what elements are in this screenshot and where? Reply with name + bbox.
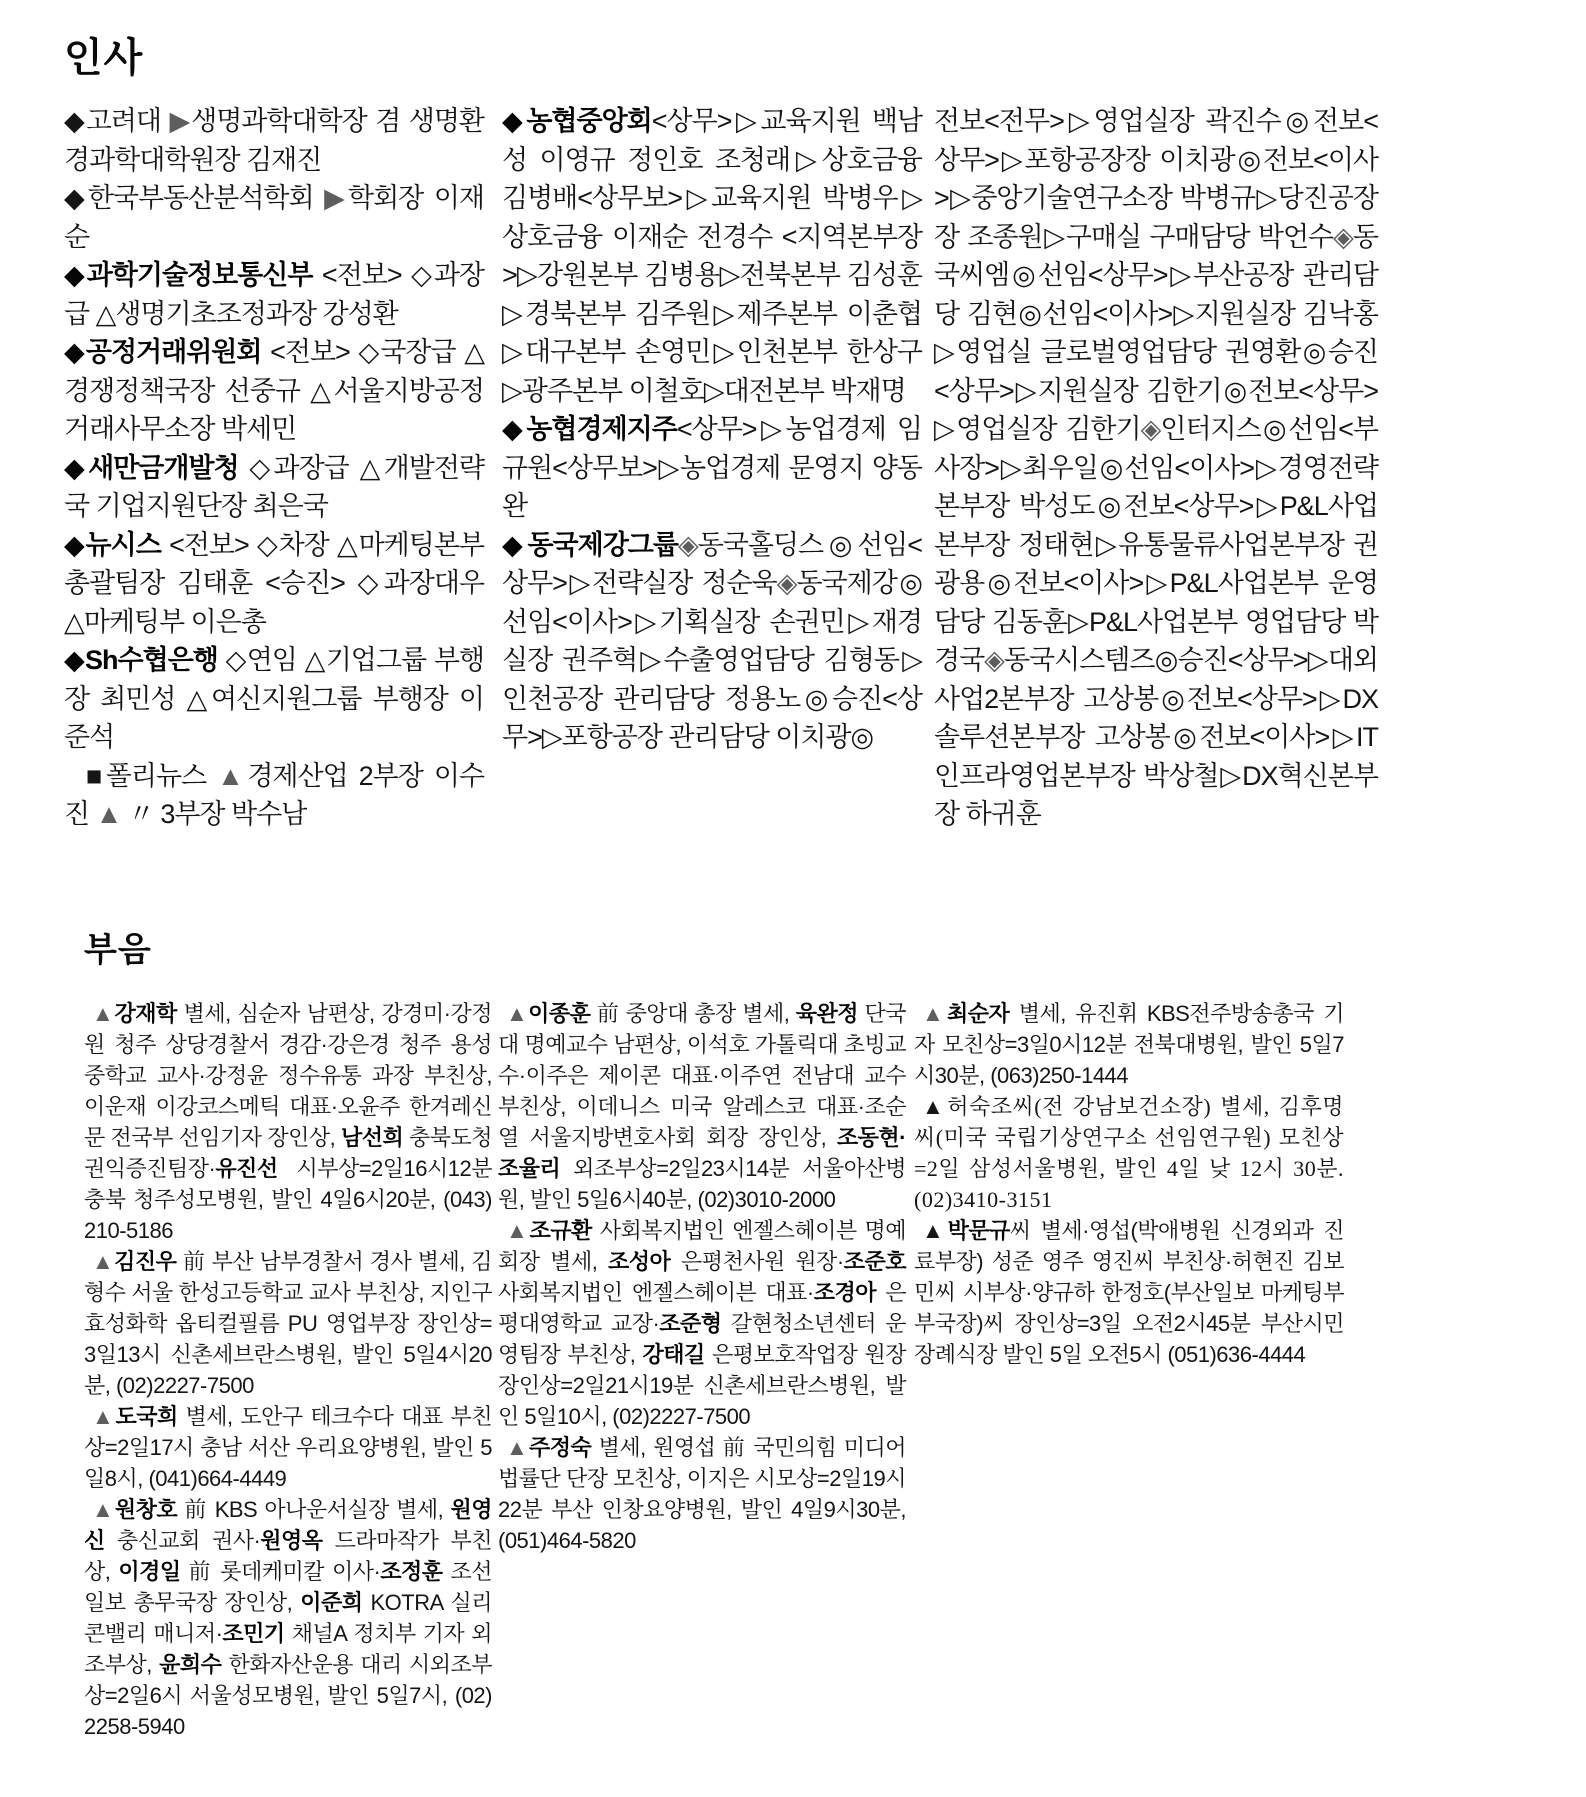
text-run: 전보<전무>▷영업실장 곽진수◎전보<상무>▷포항공장장 이치광◎전보<이사>▷중앙기술연구소장 박병규▷당진공장장 조종원▷구매실 구매담당 박언수 [934,106,1378,252]
list-marker-icon: ▲ [506,1001,529,1026]
person-or-org-name: 도국희 [115,1404,178,1429]
person-or-org-name: ◆공정거래위원회 [64,337,262,367]
text-run: 별세, 원영섭 前 국민의힘 미디어법률단 단장 모친상, 이지은 시모상=2일19시22분 부산 인창요양병원, 발인 4일9시30분, (051)464-5820 [498,1435,906,1553]
list-marker-icon: ◈ [984,645,1004,675]
notice-paragraph [914,1215,1344,1370]
list-marker-icon: ▲ [92,1497,115,1522]
person-or-org-name: ◆농협경제지주 [502,414,677,444]
person-or-org-name: ◆새만금개발청 [64,452,239,483]
list-marker-icon: ◈ [776,568,797,598]
obituary-column-2 [498,998,906,1556]
notice-paragraph [64,757,484,834]
text-run: 前 롯데케미칼 이사· [180,1559,381,1584]
notice-paragraph [64,333,484,449]
person-or-org-name: ◆과학기술정보통신부 [64,260,313,290]
list-marker-icon: ◈ [1333,221,1353,252]
text-run: ◇연임 △기업그룹 부행장 최민성 △여신지원그룹 부행장 이준석 [64,645,484,752]
personnel-column-3 [934,102,1378,834]
text-run: 동국시스템즈◎승진<상무>▷대외사업2본부장 고상봉◎전보<상무>▷DX솔루션본부장 고상봉◎전보<이사>▷IT인프라영업본부장 박상철▷DX혁신본부장 하귀훈 [934,645,1378,829]
person-or-org-name: 조경아 [813,1280,877,1305]
obituary-column-1 [84,998,492,1742]
list-marker-icon: ◈ [1140,414,1161,444]
person-or-org-name: 조성아 [608,1249,671,1274]
text-run: 충북도청 권익증진팀장· [84,1125,492,1181]
text-run: <상무>▷농업경제 임규원<상무보>▷농업경제 문영지 양동완 [502,414,923,521]
person-or-org-name: 김진우 [114,1249,177,1274]
text-run: <전보> ◇국장급 △경쟁정책국장 선중규 △서울지방공정거래사무소장 박세민 [64,337,484,444]
notice-paragraph [498,998,906,1215]
notice-paragraph [84,1246,492,1401]
person-or-org-name: ◆Sh수협은행 [64,645,218,675]
text-run: ▲ [922,1218,948,1243]
list-marker-icon: ▲ [506,1435,530,1460]
list-marker-icon: ▲ [92,1404,116,1429]
personnel-column-1 [64,102,484,834]
text-run: 동국제강◎선임<이사>▷기획실장 손권민▷재경실장 권주혁▷수출영업담당 김형동▷인천공장 관리담당 정용노◎승진<상무>▷포항공장 관리담당 이치광◎ [502,568,922,752]
text-run: 단국대 명예교수 남편상, 이석호 가톨릭대 초빙교수·이주은 제이콘 대표·이주연 전남대 교수 부친상, 이데니스 미국 알레스코 대표·조순열 서울지방변호사회 회장 장인상, [498,1001,906,1150]
text-run: 은평대영학교 교장· [498,1280,906,1336]
list-marker-icon: ▲ [92,1001,115,1026]
text-run: 사회복지법인 엔젤스헤이븐 대표· [498,1280,814,1305]
text-run: ◆고려대 [64,106,170,136]
text-run: 조선일보 총무국장 장인상, [84,1559,492,1615]
text-run: 〃 3부장 박수남 [121,799,307,829]
text-run: <전보> ◇차장 △마케팅본부 총괄팀장 김태훈 <승진> ◇과장대우 △마케팅부 이은총 [64,529,484,637]
notice-paragraph [84,998,492,1246]
notice-paragraph [64,641,484,757]
person-or-org-name: ◆농협중앙회 [502,106,652,136]
notice-paragraph [64,102,484,179]
person-or-org-name: 남선희 [340,1125,404,1150]
person-or-org-name: 조동현·조율리 [498,1125,906,1181]
text-run: 충신교회 권사· [104,1528,261,1553]
text-run: 드라마작가 부친상, [84,1528,492,1584]
person-or-org-name: ◆동국제강그룹 [502,529,678,560]
text-run: <상무>▷교육지원 백남성 이영규 정인호 조청래▷상호금융 김병배<상무보>▷교육지원 박병우▷상호금융 이재순 전경수 <지역본부장>▷강원본부 김병용▷전북본부 김성훈▷경북본부 김주원▷제주본부 이춘협▷대구본부 손영민▷인천본부 한상구▷광주본부 이철호▷대전본부 박재명 [502,106,922,406]
text-run: 씨 별세·영섭(박애병원 신경외과 진료부장) 성준 영주 영진씨 부친상·허현진 김보민씨 시부상·양규하 한정호(부산일보 마케팅부 부국장)씨 장인상=3일 오전2시45분 부산시민장례식장 발인 5일 오전5시 (051)636-4444 [914,1218,1344,1367]
person-or-org-name: 조준형 [659,1311,722,1336]
notice-paragraph [84,1401,492,1494]
list-marker-icon: ▲ [217,760,248,791]
person-or-org-name: 강재학 [114,1001,177,1026]
list-marker-icon: ▶ [324,183,348,213]
notice-paragraph [502,526,922,757]
text-run: ◇과장급 △개발전략국 기업지원단장 최은국 [64,452,484,521]
person-or-org-name: 조규환 [529,1218,592,1243]
text-run: ▲허숙조씨(전 강남보건소장) 별세, 김후명씨(미국 국립기상연구소 선임연구원) 모친상=2일 삼성서울병원, 발인 4일 낮 12시 30분. (02)3410-3151 [914,1094,1344,1212]
text-run: 인터지스◎선임<부사장>▷최우일◎선임<이사>▷경영전략본부장 박성도◎전보<상무>▷P&L사업본부장 정태현▷유통물류사업본부장 권광용◎전보<이사>▷P&L사업본부 운영담당 김동훈▷P&L사업본부 영업담당 박경국 [934,414,1379,675]
text-run: 시부상=2일16시12분 충북 청주성모병원, 발인 4일6시20분, (043)210-5186 [84,1156,492,1243]
person-or-org-name: 이경일 [118,1559,181,1584]
list-marker-icon: ▲ [95,799,122,829]
list-marker-icon: ▲ [92,1249,115,1274]
list-marker-icon: ▶ [169,106,192,136]
notice-paragraph [64,526,484,642]
personnel-column-2 [502,102,922,757]
text-run: 사회복지법인 엔젤스헤이븐 명예회장 별세, [498,1218,906,1274]
person-or-org-name: 주정숙 [529,1435,592,1460]
person-or-org-name: 강태길 [642,1342,705,1367]
person-or-org-name: 조민기 [222,1621,285,1646]
text-run: ■폴리뉴스 [86,760,218,791]
notice-paragraph [502,410,922,526]
person-or-org-name: 원영옥 [260,1528,323,1553]
text-run: 외조부상=2일23시14분 서울아산병원, 발인 5일6시40분, (02)3010-2000 [498,1156,906,1212]
person-or-org-name: 육완정 [795,1001,859,1026]
person-or-org-name: 유진선 [215,1156,278,1181]
text-run: 별세, 유진휘 KBS전주방송총국 기자 모친상=3일0시12분 전북대병원, 발인 5일7시30분, (063)250-1444 [914,1001,1344,1088]
text-run: 동국씨엠◎선임<상무>▷부산공장 관리담당 김현◎선임<이사>▷지원실장 김낙홍▷영업실 글로벌영업담당 권영환◎승진<상무>▷지원실장 김한기◎전보<상무>▷영업실장 김한기 [934,221,1378,444]
text-run: 前 부산 남부경찰서 경사 별세, 김형수 서울 한성고등학교 교사 부친상, 지인구 효성화학 옵티컬필름 PU 영업부장 장인상=3일13시 신촌세브란스병원, 발인 5일4시20분, (02)2227-7500 [84,1249,492,1398]
text-run: 생명과학대학장 겸 생명환경과학대학원장 김재진 [64,106,485,175]
notice-paragraph [934,102,1378,834]
person-or-org-name: 조정훈 [380,1559,443,1584]
notice-paragraph [498,1432,906,1556]
text-run: <전보> ◇과장급 △생명기초조정과장 강성환 [64,260,484,329]
text-run: 갈현청소년센터 운영팀장 부친상, [498,1311,906,1367]
person-or-org-name: 원창호 [114,1497,178,1522]
list-marker-icon: ◈ [677,529,698,560]
list-marker-icon: ▲ [922,1001,948,1026]
notice-paragraph [498,1215,906,1432]
notice-paragraph [64,179,484,256]
notice-paragraph [502,102,922,410]
person-or-org-name: 조준호 [843,1249,906,1274]
text-run: 별세, 심순자 남편상, 강경미·강정원 청주 상당경찰서 경감·강은경 청주 용성중학교 교사·강정윤 정수유통 과장 부친상, 이운재 이강코스메틱 대표·오윤주 한겨레신문 전국부 선임기자 장인상, [84,1001,492,1150]
text-run: 학회장 이재순 [64,183,484,252]
notice-paragraph [64,449,484,526]
person-or-org-name: 박문규 [947,1218,1010,1243]
person-or-org-name: 원영신 [84,1497,492,1553]
notice-paragraph [64,256,484,333]
text-run: ◆한국부동산분석학회 [64,183,325,213]
obituary-column-3 [914,998,1344,1370]
text-run: 한화자산운용 대리 시외조부상=2일6시 서울성모병원, 발인 5일7시, (02)2258-5940 [84,1652,492,1739]
text-run: 은평보호작업장 원장 장인상=2일21시19분 신촌세브란스병원, 발인 5일10시, (02)2227-7500 [498,1342,906,1429]
list-marker-icon: ▲ [506,1218,530,1243]
person-or-org-name: 이종훈 [528,1001,591,1026]
text-run: KOTRA 실리콘밸리 매니저· [84,1590,492,1646]
notice-paragraph [84,1494,492,1742]
notice-paragraph [914,1091,1344,1215]
person-or-org-name: 윤희수 [159,1652,222,1677]
person-or-org-name: ◆뉴시스 [64,529,161,560]
text-run: 前 KBS 아나운서실장 별세, [177,1497,451,1522]
text-run: 별세, 도안구 테크수다 대표 부친상=2일17시 충남 서산 우리요양병원, 발인 5일8시, (041)664-4449 [84,1404,493,1491]
text-run: 은평천사원 원장· [670,1249,844,1274]
text-run: 채널A 정치부 기자 외조부상, [84,1621,492,1677]
text-run: 동국홀딩스◎선임<상무>▷전략실장 정순욱 [502,529,922,598]
person-or-org-name: 이준희 [300,1590,363,1615]
notice-paragraph [914,998,1344,1091]
text-run: 前 중앙대 총장 별세, [590,1001,796,1026]
personnel-section-title: 인사 [64,36,144,80]
text-run: 경제산업 2부장 이수진 [64,760,484,829]
person-or-org-name: 최순자 [947,1001,1010,1026]
obituary-section-title: 부음 [84,931,152,969]
